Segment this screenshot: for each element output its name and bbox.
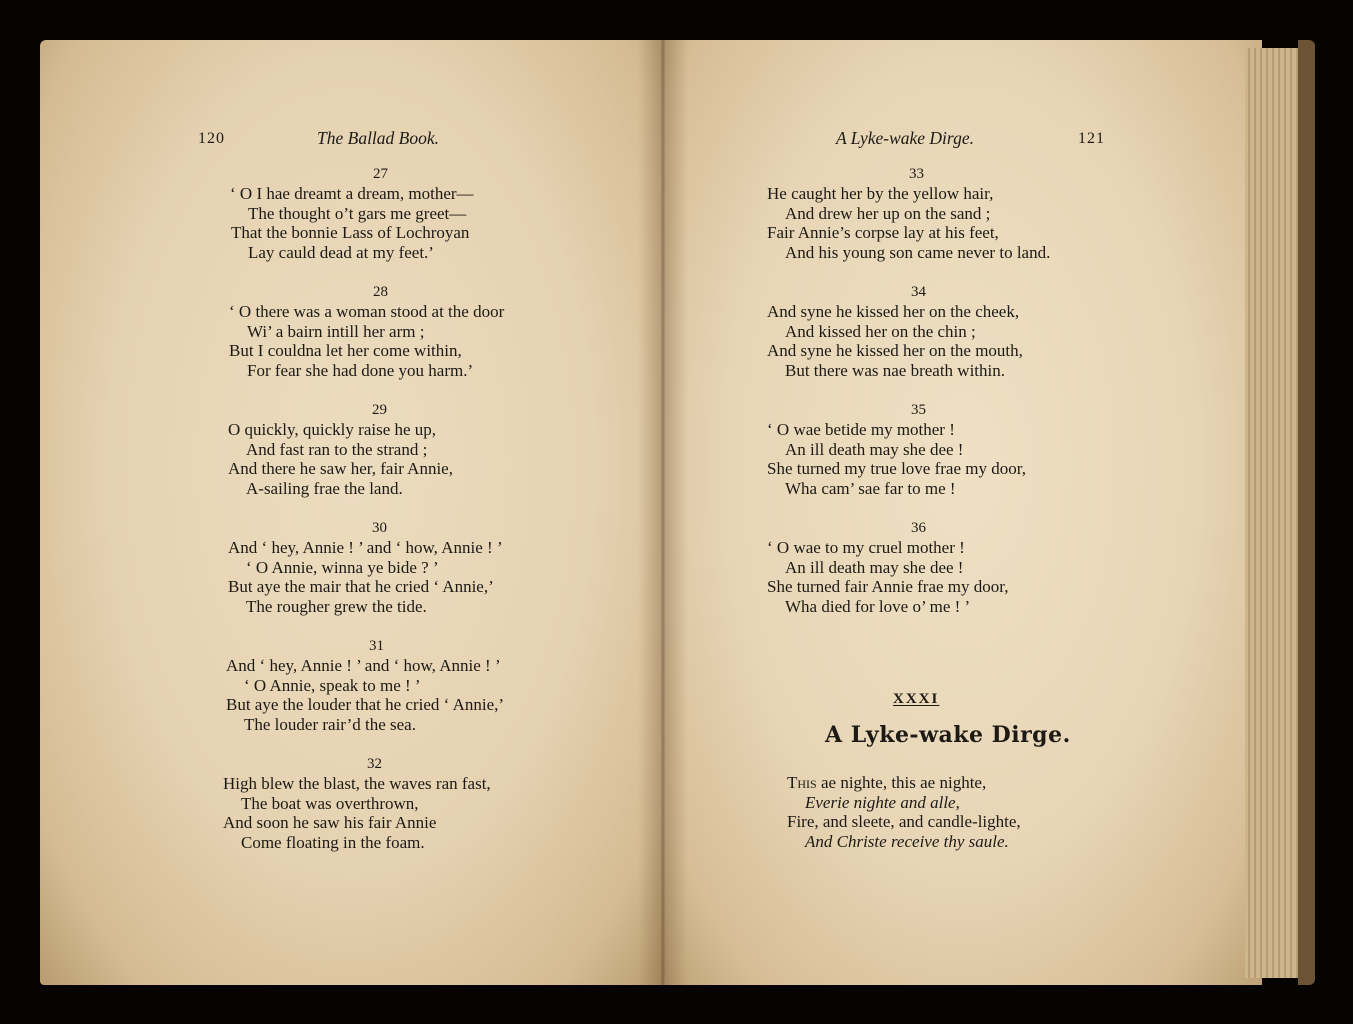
- stanza-32: [223, 774, 491, 853]
- right-running-title: A Lyke-wake Dirge.: [836, 128, 974, 148]
- verse-line: And kissed her on the chin ;: [785, 321, 976, 341]
- stanza-27: [230, 184, 474, 263]
- stanza-number: 32: [367, 756, 382, 772]
- right-page-number: 121: [1078, 130, 1105, 147]
- verse-line: And fast ran to the strand ;: [246, 439, 428, 459]
- verse-line: [787, 773, 1021, 793]
- verse-line: And soon he saw his fair Annie: [223, 813, 437, 833]
- verse-line: The boat was overthrown,: [241, 793, 419, 813]
- stanza-29: [228, 420, 453, 499]
- verse-line: Wha died for love o’ me ! ’: [785, 597, 971, 617]
- stanza-number: 27: [373, 166, 388, 182]
- section-title: A Lyke-wake Dirge.: [825, 722, 1071, 748]
- stanza-number: 31: [369, 638, 384, 654]
- verse-line: And Christe receive thy saule.: [805, 832, 1009, 852]
- verse-line: Everie nighte and alle,: [805, 792, 960, 812]
- book-gutter: [638, 40, 688, 985]
- verse-line: For fear she had done you harm.’: [247, 361, 474, 381]
- left-running-title: The Ballad Book.: [317, 128, 439, 148]
- verse-line: Lay cauld dead at my feet.’: [248, 243, 434, 263]
- verse-line: ‘ O I hae dreamt a dream, mother—: [230, 184, 474, 203]
- stanza-number: 29: [372, 402, 387, 418]
- verse-line: O quickly, quickly raise he up,: [228, 420, 437, 439]
- stanza-36: [767, 538, 1009, 617]
- stanza-33: [767, 184, 1050, 263]
- stanza-number: 34: [911, 284, 926, 300]
- verse-line: He caught her by the yellow hair,: [767, 184, 994, 203]
- verse-line: And drew her up on the sand ;: [785, 203, 991, 223]
- stanza-31: [226, 656, 504, 735]
- verse-line: And there he saw her, fair Annie,: [228, 459, 453, 479]
- book-cover-edge: [1298, 40, 1315, 985]
- verse-line: Come floating in the foam.: [241, 833, 425, 853]
- verse-line: ‘ O wae to my cruel mother !: [767, 538, 965, 557]
- verse-line: ‘ O wae betide my mother !: [767, 420, 955, 439]
- verse-line: An ill death may she dee !: [785, 439, 964, 459]
- stanza-35: [767, 420, 1026, 499]
- verse-line: She turned fair Annie frae my door,: [767, 577, 1009, 597]
- verse-line: But aye the mair that he cried ‘ Annie,’: [228, 577, 494, 597]
- stanza-number: 35: [911, 402, 926, 418]
- verse-line: Fire, and sleete, and candle-lighte,: [787, 812, 1021, 832]
- verse-line: The thought o’t gars me greet—: [248, 203, 467, 223]
- section-number: XXXI: [893, 691, 940, 707]
- verse-line: Wi’ a bairn intill her arm ;: [247, 321, 425, 341]
- stanza-number: 33: [909, 166, 924, 182]
- stanza-number: 28: [373, 284, 388, 300]
- drop-caps-word: This: [787, 773, 817, 792]
- stanza-34: [767, 302, 1023, 381]
- verse-line: And ‘ hey, Annie ! ’ and ‘ how, Annie ! ’: [226, 656, 501, 675]
- stanza-30: [228, 538, 503, 617]
- verse-line: The rougher grew the tide.: [246, 597, 427, 617]
- verse-line: An ill death may she dee !: [785, 557, 964, 577]
- verse-line: She turned my true love frae my door,: [767, 459, 1026, 479]
- verse-line: And syne he kissed her on the mouth,: [767, 341, 1023, 361]
- verse-line: And his young son came never to land.: [785, 243, 1051, 263]
- verse-line: And syne he kissed her on the cheek,: [767, 302, 1020, 321]
- verse-line: ‘ O there was a woman stood at the door: [229, 302, 505, 321]
- verse-line-rest: ae nighte, this ae nighte,: [816, 773, 987, 792]
- stanza-28: [229, 302, 504, 381]
- stanza-number: 36: [911, 520, 926, 536]
- verse-line: Wha cam’ sae far to me !: [785, 479, 956, 499]
- verse-line: The louder rair’d the sea.: [244, 715, 416, 735]
- verse-line: And ‘ hey, Annie ! ’ and ‘ how, Annie ! ’: [228, 538, 503, 557]
- verse-line: ‘ O Annie, speak to me ! ’: [244, 675, 421, 695]
- verse-line: But I couldna let her come within,: [229, 341, 462, 361]
- left-page-number: 120: [198, 130, 225, 147]
- verse-line: High blew the blast, the waves ran fast,: [223, 774, 491, 793]
- verse-line: But there was nae breath within.: [785, 361, 1005, 381]
- verse-line: But aye the louder that he cried ‘ Annie,’: [226, 695, 505, 715]
- verse-line: That the bonnie Lass of Lochroyan: [231, 223, 470, 243]
- stanza-number: 30: [372, 520, 387, 536]
- verse-line: ‘ O Annie, winna ye bide ? ’: [246, 557, 439, 577]
- verse-line: Fair Annie’s corpse lay at his feet,: [767, 223, 999, 243]
- dirge-stanza: [787, 773, 1021, 852]
- verse-line: A-sailing frae the land.: [246, 479, 403, 499]
